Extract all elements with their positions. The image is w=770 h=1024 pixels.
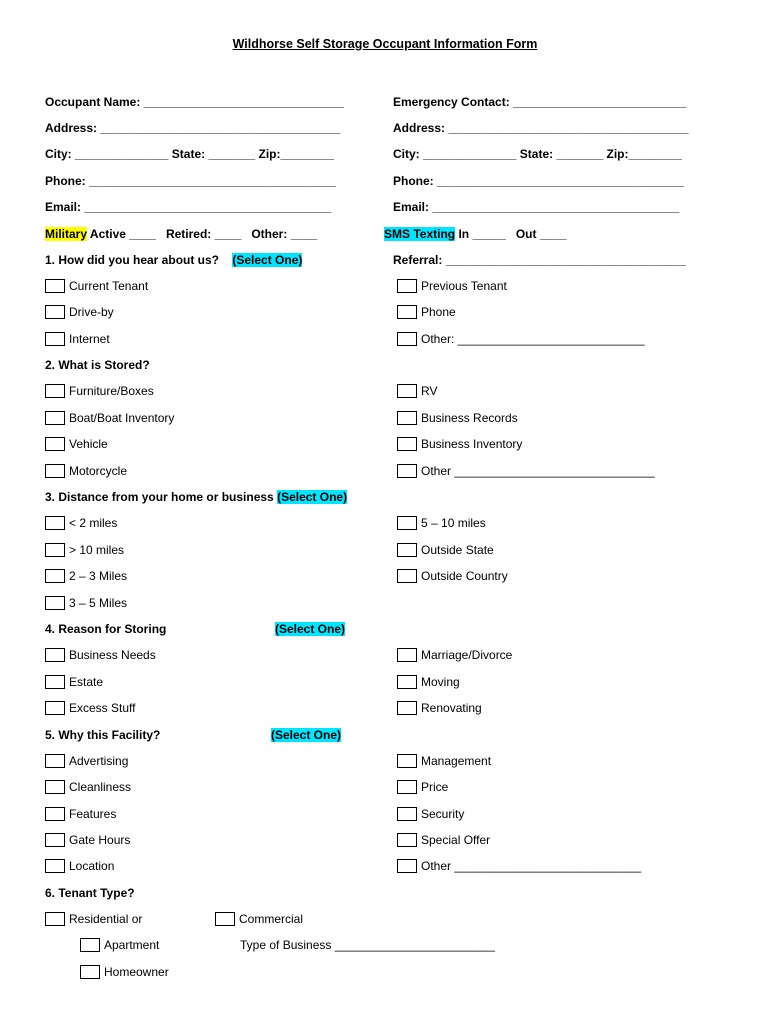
- checkbox[interactable]: [397, 279, 417, 293]
- checkbox[interactable]: [397, 464, 417, 478]
- q3-heading: [45, 490, 347, 504]
- checkbox[interactable]: [45, 859, 65, 873]
- option-business-inventory[interactable]: Business Inventory: [397, 437, 522, 451]
- type-of-business-field[interactable]: Type of Business ________________________: [240, 938, 495, 952]
- email-field[interactable]: Email: _____________________________________: [45, 200, 332, 214]
- option-2-3-miles[interactable]: 2 – 3 Miles: [45, 569, 127, 583]
- option-5-10-miles[interactable]: 5 – 10 miles: [397, 516, 486, 530]
- option-current-tenant[interactable]: Current Tenant: [45, 279, 148, 293]
- emergency-phone-field[interactable]: Phone: _____________________________________: [393, 174, 684, 188]
- checkbox[interactable]: [45, 305, 65, 319]
- option-3-5-miles[interactable]: 3 – 5 Miles: [45, 596, 127, 610]
- option-gate-hours[interactable]: Gate Hours: [45, 833, 130, 847]
- emergency-email-field[interactable]: Email: _____________________________________: [393, 200, 680, 214]
- option-marriage-divorce[interactable]: Marriage/Divorce: [397, 648, 512, 662]
- checkbox[interactable]: [397, 701, 417, 715]
- q1-heading: [45, 253, 302, 267]
- option-q5-other[interactable]: Other ____________________________: [397, 859, 641, 873]
- checkbox[interactable]: [45, 516, 65, 530]
- referral-field[interactable]: Referral: ____________________________________: [393, 253, 686, 267]
- option-drive-by[interactable]: Drive-by: [45, 305, 114, 319]
- q2-heading: 2. What is Stored?: [45, 358, 150, 372]
- checkbox[interactable]: [45, 701, 65, 715]
- checkbox[interactable]: [397, 384, 417, 398]
- checkbox[interactable]: [45, 675, 65, 689]
- checkbox[interactable]: [397, 411, 417, 425]
- option-residential[interactable]: Residential or: [45, 912, 142, 926]
- option-boat-inventory[interactable]: Boat/Boat Inventory: [45, 411, 174, 425]
- military-label: Military: [45, 227, 88, 241]
- option-rv[interactable]: RV: [397, 384, 437, 398]
- form-title: Wildhorse Self Storage Occupant Information Form: [232, 37, 538, 51]
- option-internet[interactable]: Internet: [45, 332, 110, 346]
- checkbox[interactable]: [45, 437, 65, 451]
- option-features[interactable]: Features: [45, 807, 116, 821]
- checkbox[interactable]: [397, 648, 417, 662]
- checkbox[interactable]: [397, 332, 417, 346]
- option-outside-country[interactable]: Outside Country: [397, 569, 508, 583]
- sms-options[interactable]: In _____ Out ____: [455, 227, 567, 241]
- emergency-city-state-zip-field[interactable]: City: ______________ State: _______ Zip:________: [393, 147, 682, 161]
- option-renovating[interactable]: Renovating: [397, 701, 482, 715]
- option-vehicle[interactable]: Vehicle: [45, 437, 108, 451]
- sms-label: SMS Texting: [384, 227, 456, 241]
- checkbox[interactable]: [397, 569, 417, 583]
- checkbox[interactable]: [45, 912, 65, 926]
- option-moving[interactable]: Moving: [397, 675, 460, 689]
- option-business-records[interactable]: Business Records: [397, 411, 518, 425]
- option-phone[interactable]: Phone: [397, 305, 456, 319]
- option-security[interactable]: Security: [397, 807, 464, 821]
- checkbox[interactable]: [45, 807, 65, 821]
- option-business-needs[interactable]: Business Needs: [45, 648, 156, 662]
- checkbox[interactable]: [397, 305, 417, 319]
- checkbox[interactable]: [45, 569, 65, 583]
- q6-heading: 6. Tenant Type?: [45, 886, 135, 900]
- q5-label: 5. Why this Facility?: [45, 728, 161, 742]
- checkbox[interactable]: [215, 912, 235, 926]
- checkbox[interactable]: [45, 279, 65, 293]
- q1-label: 1. How did you hear about us?: [45, 253, 220, 267]
- checkbox[interactable]: [45, 464, 65, 478]
- checkbox[interactable]: [397, 807, 417, 821]
- option-management[interactable]: Management: [397, 754, 491, 768]
- checkbox[interactable]: [397, 437, 417, 451]
- checkbox[interactable]: [397, 833, 417, 847]
- checkbox[interactable]: [45, 648, 65, 662]
- checkbox[interactable]: [397, 675, 417, 689]
- option-excess-stuff[interactable]: Excess Stuff: [45, 701, 135, 715]
- checkbox[interactable]: [80, 938, 100, 952]
- option-price[interactable]: Price: [397, 780, 448, 794]
- option-furniture-boxes[interactable]: Furniture/Boxes: [45, 384, 154, 398]
- checkbox[interactable]: [397, 780, 417, 794]
- option-over-10-miles[interactable]: > 10 miles: [45, 543, 124, 557]
- military-row[interactable]: [45, 227, 317, 241]
- option-under-2-miles[interactable]: < 2 miles: [45, 516, 117, 530]
- option-special-offer[interactable]: Special Offer: [397, 833, 490, 847]
- option-commercial[interactable]: Commercial: [215, 912, 303, 926]
- option-advertising[interactable]: Advertising: [45, 754, 128, 768]
- occupant-name-field[interactable]: Occupant Name: ______________________________: [45, 95, 344, 109]
- option-q2-other[interactable]: Other ______________________________: [397, 464, 655, 478]
- checkbox[interactable]: [45, 411, 65, 425]
- military-options[interactable]: Active ____ Retired: ____ Other: ____: [87, 227, 318, 241]
- emergency-contact-field[interactable]: Emergency Contact: __________________________: [393, 95, 687, 109]
- q3-label: 3. Distance from your home or business: [45, 490, 274, 504]
- q4-select-one: (Select One): [275, 622, 346, 636]
- checkbox[interactable]: [45, 543, 65, 557]
- q3-select-one: (Select One): [277, 490, 348, 504]
- city-state-zip-field[interactable]: City: ______________ State: _______ Zip:________: [45, 147, 334, 161]
- checkbox[interactable]: [397, 859, 417, 873]
- checkbox[interactable]: [45, 833, 65, 847]
- checkbox[interactable]: [397, 543, 417, 557]
- option-cleanliness[interactable]: Cleanliness: [45, 780, 131, 794]
- checkbox[interactable]: [45, 754, 65, 768]
- checkbox[interactable]: [397, 516, 417, 530]
- checkbox[interactable]: [45, 384, 65, 398]
- q5-select-one: (Select One): [271, 728, 342, 742]
- checkbox[interactable]: [397, 754, 417, 768]
- option-estate[interactable]: Estate: [45, 675, 103, 689]
- option-apartment[interactable]: Apartment: [80, 938, 159, 952]
- option-previous-tenant[interactable]: Previous Tenant: [397, 279, 507, 293]
- sms-row[interactable]: [384, 227, 567, 241]
- option-motorcycle[interactable]: Motorcycle: [45, 464, 127, 478]
- option-q1-other[interactable]: Other: ____________________________: [397, 332, 645, 346]
- emergency-address-field[interactable]: Address: ____________________________________: [393, 121, 689, 135]
- checkbox[interactable]: [45, 332, 65, 346]
- q4-label: 4. Reason for Storing: [45, 622, 167, 636]
- checkbox[interactable]: [80, 965, 100, 979]
- q1-select-one: (Select One): [232, 253, 303, 267]
- checkbox[interactable]: [45, 596, 65, 610]
- phone-field[interactable]: Phone: _____________________________________: [45, 174, 336, 188]
- option-homeowner[interactable]: Homeowner: [80, 965, 169, 979]
- checkbox[interactable]: [45, 780, 65, 794]
- address-field[interactable]: Address: ____________________________________: [45, 121, 341, 135]
- option-location[interactable]: Location: [45, 859, 114, 873]
- option-outside-state[interactable]: Outside State: [397, 543, 494, 557]
